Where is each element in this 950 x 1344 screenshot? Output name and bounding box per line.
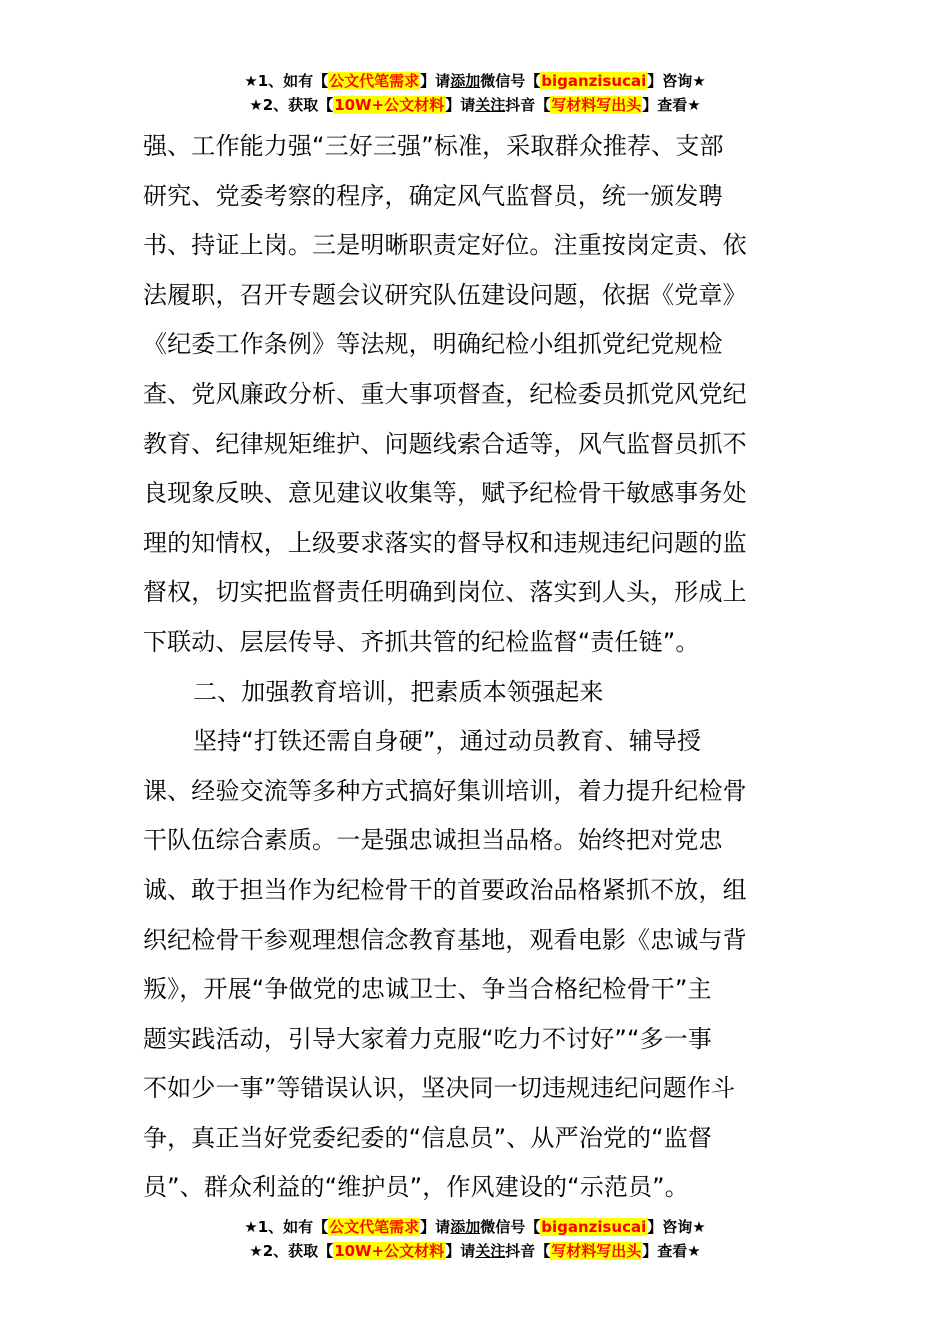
promo-text: 】查看★: [642, 1242, 701, 1260]
promo-text: ★1、如有【: [244, 1218, 329, 1236]
paragraph-team-building: [143, 122, 808, 668]
text-line: 争，真正当好党委纪委的“信息员”、从严治党的“监督: [143, 1123, 713, 1152]
promo-line-2: [0, 93, 950, 117]
paragraph-education-training: [143, 717, 808, 1213]
text-line: 题实践活动，引导大家着力克服“吃力不讨好”“多一事: [143, 1024, 713, 1053]
promo-line-1: [0, 1215, 950, 1239]
section-heading-text: 二、加强教育培训，把素质本领强起来: [193, 677, 604, 706]
promo-text: 】请: [445, 96, 476, 114]
text-line: 查、党风廉政分析、重大事项督查，纪检委员抓党风党纪: [143, 379, 747, 408]
text-line: 教育、纪律规矩维护、问题线索合适等，风气监督员抓不: [143, 429, 747, 458]
promo-highlight-douyin-account: 写材料写出头: [551, 1242, 642, 1260]
text-line: 不如少一事”等错误认识，坚决同一切违规违纪问题作斗: [143, 1074, 736, 1103]
text-line: 书、持证上岗。三是明晰职责定好位。注重按岗定责、依: [143, 231, 747, 260]
promo-highlight-service: 公文代笔需求: [329, 72, 420, 90]
bottom-promo-banner: [0, 1215, 950, 1263]
promo-text: 微信号【: [480, 72, 541, 90]
text-line: 课、经验交流等多种方式搞好集训培训，着力提升纪检骨: [143, 776, 747, 805]
text-line: 坚持“打铁还需自身硬”，通过动员教育、辅导授: [193, 727, 702, 756]
promo-underlined-text: 添加: [450, 1218, 481, 1236]
promo-text: ★2、获取【: [249, 96, 334, 114]
promo-underlined-text: 关注: [475, 96, 506, 114]
text-line: 织纪检骨干参观理想信念教育基地，观看电影《忠诚与背: [143, 925, 747, 954]
text-line: 叛》，开展“争做党的忠诚卫士、争当合格纪检骨干”主: [143, 975, 712, 1004]
text-line: 强、工作能力强“三好三强”标准，采取群众推荐、支部: [143, 132, 724, 160]
text-line: 督权，切实把监督责任明确到岗位、落实到人头，形成上: [143, 578, 747, 607]
promo-underlined-text: 关注: [475, 1242, 506, 1260]
text-line: 诚、敢于担当作为纪检骨干的首要政治品格紧抓不放，组: [143, 875, 747, 904]
text-line: 员”、群众利益的“维护员”，作风建设的“示范员”。: [143, 1173, 689, 1202]
promo-text: 抖音【: [505, 96, 551, 114]
section-heading: [143, 668, 808, 718]
promo-text: 】查看★: [642, 96, 701, 114]
text-line: 下联动、层层传导、齐抓共管的纪检监督“责任链”。: [143, 627, 700, 656]
text-line: 《纪委工作条例》等法规，明确纪检小组抓党纪党规检: [143, 330, 723, 359]
promo-underlined-text: 添加: [450, 72, 481, 90]
promo-text: 微信号【: [480, 1218, 541, 1236]
promo-text: ★2、获取【: [249, 1242, 334, 1260]
promo-highlight-wechat-id: biganzisucai: [541, 72, 647, 90]
document-body: [143, 122, 808, 1213]
promo-text: ★1、如有【: [244, 72, 329, 90]
promo-line-2: [0, 1239, 950, 1263]
promo-line-1: [0, 69, 950, 93]
text-line: 干队伍综合素质。一是强忠诚担当品格。始终把对党忠: [143, 826, 723, 855]
text-line: 研究、党委考察的程序，确定风气监督员，统一颁发聘: [143, 181, 723, 210]
text-line: 良现象反映、意见建议收集等，赋予纪检骨干敏感事务处: [143, 479, 747, 508]
promo-text: 】咨询★: [647, 1218, 706, 1236]
promo-text: 】请: [420, 1218, 451, 1236]
promo-highlight-wechat-id: biganzisucai: [541, 1218, 647, 1236]
promo-text: 】请: [420, 72, 451, 90]
promo-highlight-douyin-account: 写材料写出头: [551, 96, 642, 114]
text-line: 理的知情权，上级要求落实的督导权和违规违纪问题的监: [143, 528, 747, 557]
top-promo-banner: [0, 69, 950, 117]
promo-highlight-materials: 10W+公文材料: [334, 1242, 445, 1260]
promo-text: 】请: [445, 1242, 476, 1260]
promo-highlight-materials: 10W+公文材料: [334, 96, 445, 114]
text-line: 法履职，召开专题会议研究队伍建设问题，依据《党章》: [143, 280, 747, 309]
promo-text: 】咨询★: [647, 72, 706, 90]
promo-text: 抖音【: [505, 1242, 551, 1260]
promo-highlight-service: 公文代笔需求: [329, 1218, 420, 1236]
